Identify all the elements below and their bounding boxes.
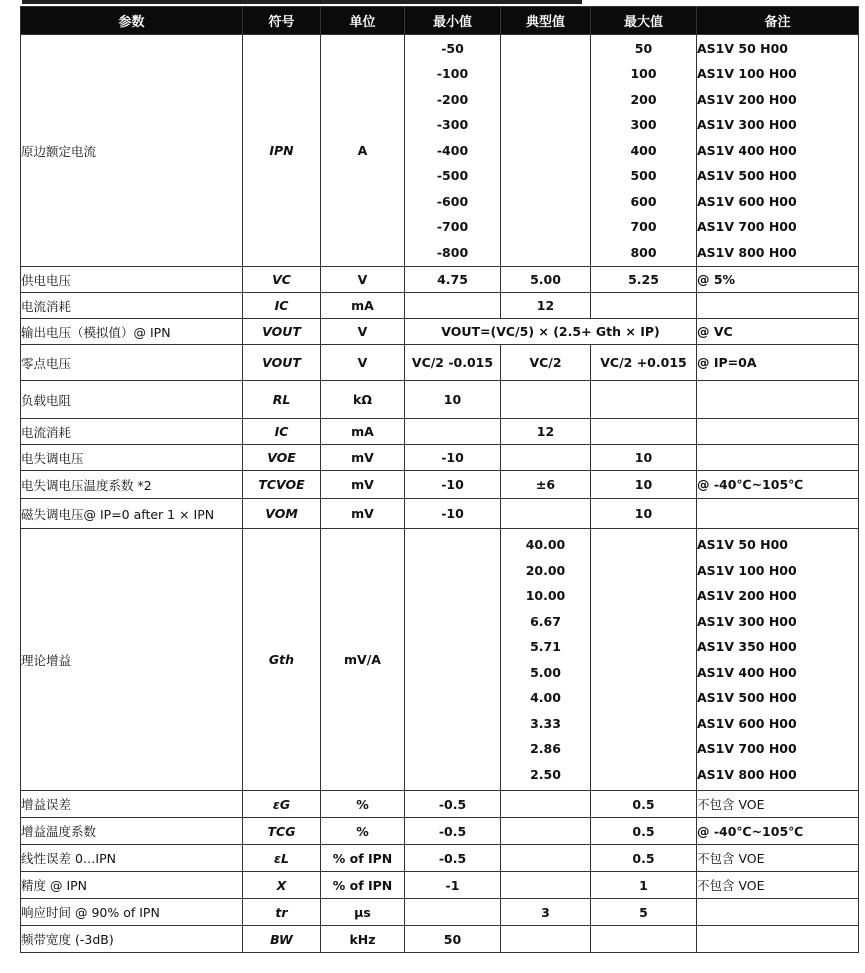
max-cell [591,293,697,319]
header-row [21,7,859,35]
header-notes: 备注 [697,7,859,35]
min-cell: 50 [405,926,501,953]
notes-cell: @ -40℃~105℃ [697,471,859,499]
unit-cell: A [321,35,405,267]
table-row [21,419,859,445]
typ-cell [501,872,591,899]
typ-cell [501,35,591,267]
unit-cell: kΩ [321,381,405,419]
param-cell: 零点电压 [21,345,243,381]
notes-cell [697,419,859,445]
param-cell: 电流消耗 [21,419,243,445]
param-cell: 输出电压（模拟值）@ IPN [21,319,243,345]
min-cell: VC/2 -0.015 [405,345,501,381]
symbol-cell: VC [243,267,321,293]
min-cell: -10 [405,499,501,529]
unit-cell: mA [321,419,405,445]
symbol-cell: VOM [243,499,321,529]
min-cell [405,35,501,267]
max-cell: 10 [591,445,697,471]
unit-cell: % [321,791,405,818]
param-cell: 电失调电压温度系数 *2 [21,471,243,499]
typ-cell [501,529,591,791]
header-param: 参数 [21,7,243,35]
table-row [21,345,859,381]
min-cell [405,293,501,319]
header-symbol: 符号 [243,7,321,35]
unit-cell: mV/A [321,529,405,791]
notes-cell [697,899,859,926]
typ-stack: 40.00 20.00 10.00 6.67 5.71 5.00 4.00 3.33 2.86 2.50 [525,537,566,782]
table-row [21,818,859,845]
param-cell: 频带宽度 (-3dB) [21,926,243,953]
param-cell: 电流消耗 [21,293,243,319]
spec-table [20,6,859,953]
max-cell [591,926,697,953]
symbol-cell: IC [243,419,321,445]
notes-cell: @ -40℃~105℃ [697,818,859,845]
max-cell [591,529,697,791]
table-row [21,529,859,791]
symbol-cell: Gth [243,529,321,791]
header-min: 最小值 [405,7,501,35]
typ-cell: 5.00 [501,267,591,293]
unit-cell: V [321,319,405,345]
typ-cell: VC/2 [501,345,591,381]
typ-cell [501,845,591,872]
symbol-cell: tr [243,899,321,926]
notes-cell [697,445,859,471]
typ-cell [501,381,591,419]
table-row [21,899,859,926]
min-cell: -0.5 [405,791,501,818]
typ-cell: 12 [501,293,591,319]
header-max: 最大值 [591,7,697,35]
max-cell: 0.5 [591,845,697,872]
symbol-cell: TCG [243,818,321,845]
unit-cell: V [321,267,405,293]
symbol-cell: εL [243,845,321,872]
symbol-cell: X [243,872,321,899]
notes-cell [697,529,859,791]
table-row [21,499,859,529]
max-cell: 10 [591,471,697,499]
typ-cell [501,926,591,953]
notes-cell [697,381,859,419]
param-cell: 线性误差 0…IPN [21,845,243,872]
param-cell: 响应时间 @ 90% of IPN [21,899,243,926]
typ-cell: ±6 [501,471,591,499]
notes-cell: 不包含 VOE [697,872,859,899]
max-cell [591,419,697,445]
max-cell [591,35,697,267]
param-cell: 电失调电压 [21,445,243,471]
table-row [21,445,859,471]
symbol-cell: VOUT [243,345,321,381]
table-row [21,267,859,293]
symbol-cell: TCVOE [243,471,321,499]
notes-cell: @ IP=0A [697,345,859,381]
symbol-cell: BW [243,926,321,953]
param-cell: 增益误差 [21,791,243,818]
notes-cell [697,499,859,529]
notes-cell: @ VC [697,319,859,345]
notes-stack: AS1V 50 H00 AS1V 100 H00 AS1V 200 H00 AS1V 300 H00 AS1V 350 H00 AS1V 400 H00 AS1V 500 H00 AS1V 600 H00 AS1V 700 H00 AS1V 800 H00 [697,537,797,782]
header-typ: 典型值 [501,7,591,35]
param-cell: 原边额定电流 [21,35,243,267]
max-cell: 10 [591,499,697,529]
max-cell: 5.25 [591,267,697,293]
table-row [21,471,859,499]
param-cell: 理论增益 [21,529,243,791]
min-stack: -50 -100 -200 -300 -400 -500 -600 -700 -800 [436,40,469,260]
min-cell: -10 [405,445,501,471]
unit-cell: % [321,818,405,845]
table-row [21,845,859,872]
table-row [21,35,859,267]
max-cell [591,381,697,419]
unit-cell: mA [321,293,405,319]
param-cell: 磁失调电压@ IP=0 after 1 × IPN [21,499,243,529]
min-cell [405,529,501,791]
max-cell: 0.5 [591,818,697,845]
header-unit: 单位 [321,7,405,35]
notes-cell: 不包含 VOE [697,791,859,818]
notes-cell [697,293,859,319]
formula-cell: VOUT=(VC/5) × (2.5+ Gth × IP) [405,319,697,345]
param-cell: 负载电阻 [21,381,243,419]
min-cell [405,899,501,926]
min-cell [405,419,501,445]
unit-cell: mV [321,499,405,529]
table-row [21,872,859,899]
typ-cell: 3 [501,899,591,926]
symbol-cell: VOE [243,445,321,471]
param-cell: 供电电压 [21,267,243,293]
notes-cell: 不包含 VOE [697,845,859,872]
symbol-cell: RL [243,381,321,419]
table-row [21,293,859,319]
param-cell: 增益温度系数 [21,818,243,845]
max-cell: 0.5 [591,791,697,818]
unit-cell: % of IPN [321,845,405,872]
unit-cell: V [321,345,405,381]
min-cell: 4.75 [405,267,501,293]
symbol-cell: IC [243,293,321,319]
unit-cell: % of IPN [321,872,405,899]
min-cell: 10 [405,381,501,419]
unit-cell: kHz [321,926,405,953]
typ-cell [501,445,591,471]
table-row [21,791,859,818]
unit-cell: mV [321,471,405,499]
min-cell: -0.5 [405,845,501,872]
max-cell: 1 [591,872,697,899]
max-stack: 50 100 200 300 400 500 600 700 800 [630,40,657,260]
symbol-cell: VOUT [243,319,321,345]
param-cell: 精度 @ IPN [21,872,243,899]
max-cell: VC/2 +0.015 [591,345,697,381]
notes-cell [697,35,859,267]
symbol-cell: IPN [243,35,321,267]
typ-cell: 12 [501,419,591,445]
min-cell: -10 [405,471,501,499]
notes-cell [697,926,859,953]
max-cell: 5 [591,899,697,926]
notes-stack: AS1V 50 H00 AS1V 100 H00 AS1V 200 H00 AS1V 300 H00 AS1V 400 H00 AS1V 500 H00 AS1V 600 H00 AS1V 700 H00 AS1V 800 H00 [697,40,797,260]
typ-cell [501,499,591,529]
unit-cell: mV [321,445,405,471]
unit-cell: µs [321,899,405,926]
table-row [21,926,859,953]
notes-cell: @ 5% [697,267,859,293]
min-cell: -1 [405,872,501,899]
min-cell: -0.5 [405,818,501,845]
typ-cell [501,791,591,818]
typ-cell [501,818,591,845]
table-row [21,381,859,419]
table-row [21,319,859,345]
symbol-cell: εG [243,791,321,818]
